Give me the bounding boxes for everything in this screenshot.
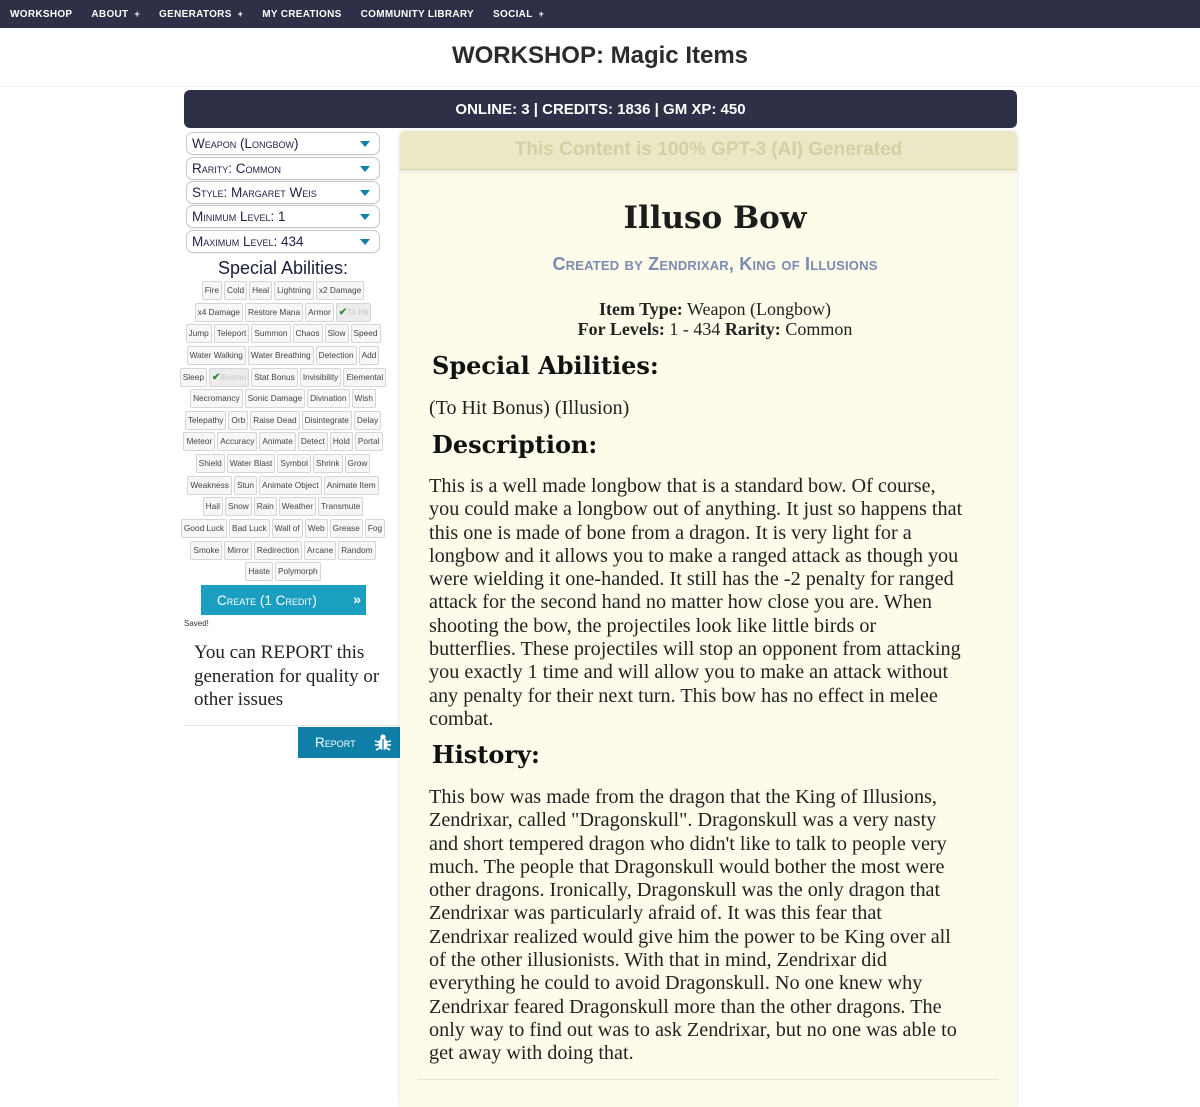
ability-label: Snow xyxy=(227,501,249,512)
ability-toggle[interactable] xyxy=(180,368,207,387)
text-line: get away with doing that. xyxy=(429,1042,634,1065)
ability-label: Delay xyxy=(356,414,379,425)
ability-label: Weakness xyxy=(190,479,229,490)
special-abilities-toggles xyxy=(184,281,382,584)
minimum-level-select[interactable] xyxy=(186,205,380,228)
description-heading: Description: xyxy=(432,430,598,459)
ability-toggle[interactable] xyxy=(227,454,276,473)
ability-toggle[interactable] xyxy=(214,324,250,343)
item-name: Illuso Bow xyxy=(623,200,807,236)
ability-toggle[interactable] xyxy=(234,476,257,495)
ability-toggle[interactable] xyxy=(293,324,323,343)
ability-label: Animate Object xyxy=(262,479,319,490)
caret-down-icon xyxy=(360,214,370,220)
ability-label: Invisibility xyxy=(302,371,339,382)
ability-row xyxy=(184,541,382,560)
style-select[interactable] xyxy=(186,181,380,204)
page-title: WORKSHOP: Magic Items xyxy=(451,42,749,69)
ability-label: Accuracy xyxy=(220,436,255,447)
select-value: Maximum Level: 434 xyxy=(192,234,304,249)
checkmark-icon: ✔ xyxy=(212,371,221,383)
bug-icon xyxy=(374,732,392,755)
special-abilities-text: (To Hit Bonus) (Illusion) xyxy=(429,397,630,419)
ability-label: Fog xyxy=(367,523,383,534)
ability-toggle[interactable] xyxy=(224,281,247,300)
ability-label: Grow xyxy=(347,458,368,469)
ability-label: Arcane xyxy=(306,544,334,555)
ability-label: Speed xyxy=(353,328,378,339)
item-meta xyxy=(400,299,1030,339)
item-type-select[interactable] xyxy=(186,132,380,155)
saved-status: Saved! xyxy=(184,619,209,628)
ability-toggle[interactable] xyxy=(254,541,302,560)
ability-row xyxy=(184,432,382,451)
ability-toggle[interactable] xyxy=(304,541,336,560)
nav-label: MY CREATIONS xyxy=(262,8,342,20)
top-nav xyxy=(0,0,1200,28)
levels-label: For Levels: xyxy=(577,319,665,339)
ability-label: Haste xyxy=(248,566,270,577)
nav-item-my-creations[interactable] xyxy=(262,9,341,20)
rarity-label: Rarity: xyxy=(724,319,781,339)
caret-down-icon xyxy=(360,166,370,172)
ability-toggle[interactable] xyxy=(272,519,303,538)
ability-toggle[interactable] xyxy=(325,324,349,343)
nav-item-generators[interactable] xyxy=(159,9,243,20)
ability-label: Random xyxy=(341,544,373,555)
ability-row xyxy=(184,497,382,516)
special-abilities-heading: Special Abilities: xyxy=(432,351,659,380)
ability-toggle[interactable] xyxy=(224,541,252,560)
ability-label: Divination xyxy=(310,393,347,404)
text-line: only way to find out was to ask Zendrixar, but no one was able to xyxy=(429,1018,957,1041)
ability-toggle[interactable] xyxy=(330,432,353,451)
text-line: any penalty for their next turn. This bow has no effect in melee xyxy=(429,684,938,707)
ability-toggle[interactable] xyxy=(343,368,386,387)
ability-label: Meteor xyxy=(186,436,213,447)
ability-label: Water Blast xyxy=(229,458,273,469)
nav-item-community-library[interactable] xyxy=(361,9,474,20)
ability-label: Stat Bonus xyxy=(254,371,295,382)
ability-row xyxy=(184,562,382,581)
ability-toggle[interactable] xyxy=(187,476,232,495)
text-line: attack for the second hand no matter how close you are. When xyxy=(429,591,933,614)
ability-toggle[interactable] xyxy=(203,497,223,516)
text-line: and short tempered dragon who didn't like to talk to people very xyxy=(429,832,947,855)
ability-toggle[interactable] xyxy=(186,324,212,343)
ability-toggle[interactable] xyxy=(209,368,249,387)
nav-item-social[interactable] xyxy=(493,9,544,20)
ability-label: Shrink xyxy=(315,458,340,469)
ability-toggle[interactable] xyxy=(245,562,273,581)
select-value: Weapon (Longbow) xyxy=(192,136,299,151)
ability-label: Raise Dead xyxy=(253,414,297,425)
ability-label: Telepathy xyxy=(187,414,224,425)
ability-row xyxy=(184,411,382,430)
ability-toggle[interactable] xyxy=(277,454,311,473)
nav-item-about[interactable] xyxy=(91,9,140,20)
ability-toggle[interactable] xyxy=(217,432,257,451)
ability-toggle[interactable] xyxy=(338,541,375,560)
create-button[interactable] xyxy=(201,585,366,615)
divider xyxy=(184,725,400,726)
ability-label: Animate xyxy=(262,436,293,447)
ability-toggle[interactable] xyxy=(365,519,385,538)
ability-toggle[interactable] xyxy=(248,346,314,365)
text-line: much. The people that Dragonskull would bother the most were xyxy=(429,855,945,878)
ability-label: Water Breathing xyxy=(250,349,311,360)
ability-toggle[interactable] xyxy=(196,454,225,473)
ability-label: Illusion xyxy=(220,371,247,382)
ability-label: Orb xyxy=(231,414,246,425)
ability-label: Weather xyxy=(281,501,313,512)
ability-toggle[interactable] xyxy=(298,432,328,451)
text-line: This bow was made from the dragon that the King of Illusions, xyxy=(429,786,937,808)
ability-label: Heal xyxy=(252,285,270,295)
report-hint-line: You can REPORT this xyxy=(194,642,365,663)
ability-toggle[interactable] xyxy=(274,281,314,300)
text-line: This is a well made longbow that is a standard bow. Of course, xyxy=(429,475,936,497)
text-line: Zendrixar was particularly afraid of. It was this fear that xyxy=(429,902,882,925)
ability-row xyxy=(184,389,382,408)
ability-label: Sleep xyxy=(182,371,204,382)
text-line: everything he could to avoid Dragonskull. No one knew why xyxy=(429,972,923,995)
text-line: of the other illusionists. With that in mind, Zendrixar did xyxy=(429,949,888,972)
ability-toggle[interactable] xyxy=(305,303,334,322)
nav-label: GENERATORS xyxy=(159,8,232,20)
text-line: you exactly 1 time and will allow you to make an attack without xyxy=(429,661,949,684)
nav-label: SOCIAL xyxy=(493,8,533,20)
ability-row xyxy=(184,324,382,343)
ability-label: x2 Damage xyxy=(318,285,362,295)
ability-label: Bad Luck xyxy=(232,523,267,534)
ability-toggle[interactable] xyxy=(330,519,363,538)
ability-label: Slow xyxy=(327,328,346,339)
select-value: Minimum Level: 1 xyxy=(192,209,286,224)
ai-generated-banner: This Content is 100% GPT-3 (AI) Generated xyxy=(400,131,1017,170)
history-heading: History: xyxy=(432,740,540,769)
ability-label: Grease xyxy=(332,523,360,534)
levels-value: 1 - 434 xyxy=(669,319,721,339)
select-value: Rarity: Common xyxy=(192,161,281,176)
ability-toggle[interactable] xyxy=(183,432,215,451)
ability-toggle[interactable] xyxy=(228,411,248,430)
rarity-value: Common xyxy=(785,319,853,339)
text-line: other dragons. Ironically, Dragonskull was the only dragon that xyxy=(429,879,941,902)
ability-toggle[interactable] xyxy=(187,346,246,365)
ability-label: Hold xyxy=(332,436,350,447)
ability-label: Web xyxy=(307,523,325,534)
ability-toggle[interactable] xyxy=(190,541,222,560)
ability-toggle[interactable] xyxy=(305,519,328,538)
divider xyxy=(0,86,1200,87)
ability-row xyxy=(184,368,382,387)
ability-label: Wall of xyxy=(274,523,300,534)
select-value: Style: Margaret Weis xyxy=(192,185,317,200)
text-line: butterflies. These projectiles will stop an opponent from attacking xyxy=(429,638,961,661)
ability-toggle[interactable] xyxy=(259,476,322,495)
ability-label: Wish xyxy=(354,393,373,404)
divider xyxy=(418,1079,998,1080)
nav-item-workshop[interactable] xyxy=(10,9,72,20)
description-text xyxy=(429,475,999,731)
double-chevron-right-icon: » xyxy=(353,591,361,607)
ability-toggle[interactable] xyxy=(190,389,243,408)
ability-toggle[interactable] xyxy=(316,281,364,300)
plus-icon: + xyxy=(538,8,545,19)
ability-toggle[interactable] xyxy=(275,562,321,581)
ability-label: Shield xyxy=(198,458,222,469)
ability-label: Summon xyxy=(254,328,288,339)
ability-row xyxy=(184,476,382,495)
ability-label: Armor xyxy=(308,306,331,317)
ability-toggle[interactable] xyxy=(354,411,381,430)
ability-toggle[interactable] xyxy=(355,432,383,451)
text-line: Zendrixar, called "Dragonskull". Dragonskull was a very nasty xyxy=(429,809,937,832)
ability-toggle[interactable] xyxy=(249,281,272,300)
ability-label: To Hit xyxy=(347,306,369,317)
ability-label: Hail xyxy=(205,501,220,512)
rarity-select[interactable] xyxy=(186,157,380,180)
ability-toggle[interactable] xyxy=(324,476,379,495)
ability-label: Teleport xyxy=(216,328,247,339)
ability-toggle[interactable] xyxy=(181,519,227,538)
ability-label: Lightning xyxy=(277,285,311,295)
history-text xyxy=(429,786,999,1066)
ability-row xyxy=(184,281,382,300)
ability-toggle[interactable] xyxy=(185,411,227,430)
ability-toggle[interactable] xyxy=(245,303,303,322)
ability-toggle[interactable] xyxy=(202,281,222,300)
ability-toggle[interactable] xyxy=(313,454,343,473)
text-line: were wielding it one-handed. It still has the -2 penalty for ranged xyxy=(429,568,954,591)
ability-toggle[interactable] xyxy=(359,346,380,365)
text-line: shooting the bow, the projectiles look like little birds or xyxy=(429,614,877,637)
ability-toggle[interactable] xyxy=(318,497,363,516)
ability-label: Stun xyxy=(236,479,255,490)
ability-label: Elemental xyxy=(346,371,384,382)
ability-toggle[interactable] xyxy=(279,497,316,516)
nav-label: ABOUT xyxy=(91,8,129,20)
caret-down-icon xyxy=(360,141,370,147)
ability-toggle[interactable] xyxy=(225,497,252,516)
plus-icon: + xyxy=(237,8,244,19)
report-button[interactable] xyxy=(298,727,400,758)
ability-toggle[interactable] xyxy=(351,324,381,343)
ability-label: Rain xyxy=(256,501,274,512)
ability-toggle[interactable] xyxy=(229,519,270,538)
caret-down-icon xyxy=(360,190,370,196)
ability-toggle[interactable] xyxy=(300,368,342,387)
item-type-value: Weapon (Longbow) xyxy=(687,299,832,319)
levels-rarity-line xyxy=(400,319,1030,339)
item-type-label: Item Type: xyxy=(598,299,683,319)
ability-label: Detect xyxy=(300,436,325,447)
ability-label: Fire xyxy=(204,285,219,295)
ability-toggle[interactable] xyxy=(254,497,277,516)
ability-toggle[interactable] xyxy=(245,389,305,408)
ability-toggle[interactable] xyxy=(251,324,290,343)
maximum-level-select[interactable] xyxy=(186,230,380,253)
ability-toggle[interactable] xyxy=(251,368,298,387)
ability-row xyxy=(184,303,382,322)
ability-label: Disintegrate xyxy=(304,414,349,425)
nav-label: COMMUNITY LIBRARY xyxy=(360,8,475,20)
ability-toggle[interactable] xyxy=(250,411,299,430)
ability-label: Smoke xyxy=(193,544,220,555)
item-creator: Created by Zendrixar, King of Illusions xyxy=(552,254,878,274)
ability-label: Animate Item xyxy=(326,479,376,490)
text-line: longbow and it allows you to make a ranged attack as though you xyxy=(429,544,959,567)
ability-toggle[interactable] xyxy=(336,303,372,322)
text-line: Zendrixar realized would give him the power to be King over all xyxy=(429,925,951,948)
text-line: combat. xyxy=(429,707,494,730)
generated-item-card xyxy=(400,131,1017,1107)
report-hint xyxy=(194,641,404,712)
text-line: this one is made of bone from a dragon. It is very light for a xyxy=(429,521,912,544)
status-bar: ONLINE: 3 | CREDITS: 1836 | GM XP: 450 xyxy=(184,90,1017,128)
ability-toggle[interactable] xyxy=(307,389,349,408)
ability-label: Symbol xyxy=(280,458,308,469)
caret-down-icon xyxy=(360,239,370,245)
ability-toggle[interactable] xyxy=(352,389,376,408)
ability-toggle[interactable] xyxy=(302,411,352,430)
ability-row xyxy=(184,346,382,365)
ability-label: Chaos xyxy=(295,328,320,339)
ability-label: x4 Damage xyxy=(197,306,241,317)
ability-label: Jump xyxy=(188,328,209,339)
create-button-label: Create (1 Credit) xyxy=(217,592,317,608)
ability-label: Sonic Damage xyxy=(247,393,303,404)
ability-row xyxy=(184,454,382,473)
ability-label: Portal xyxy=(357,436,380,447)
ability-toggle[interactable] xyxy=(259,432,295,451)
nav-label: WORKSHOP xyxy=(10,8,73,20)
report-hint-line: other issues xyxy=(194,689,284,710)
item-type-line xyxy=(400,299,1030,319)
plus-icon: + xyxy=(134,8,141,19)
ability-label: Detection xyxy=(318,349,354,360)
special-abilities-title: Special Abilities: xyxy=(217,258,349,278)
ability-label: Transmute xyxy=(321,501,361,512)
ability-toggle[interactable] xyxy=(195,303,243,322)
ability-label: Cold xyxy=(227,285,245,295)
ability-label: Restore Mana xyxy=(248,306,301,317)
ability-label: Redirection xyxy=(256,544,299,555)
report-hint-line: generation for quality or xyxy=(194,665,380,687)
ability-label: Water Walking xyxy=(189,349,243,360)
ability-label: Mirror xyxy=(227,544,249,555)
ability-label: Add xyxy=(361,349,377,360)
report-button-label: Report xyxy=(315,735,356,750)
ability-label: Polymorph xyxy=(278,566,318,577)
ability-toggle[interactable] xyxy=(345,454,371,473)
ability-label: Good Luck xyxy=(183,523,225,534)
checkmark-icon: ✔ xyxy=(338,306,348,318)
text-line: you could make a longbow out of anything. It just so happens that xyxy=(429,498,963,521)
ability-toggle[interactable] xyxy=(316,346,357,365)
ability-row xyxy=(184,519,382,538)
ability-label: Necromancy xyxy=(193,393,240,404)
text-line: Zendrixar feared Dragonskull more than the other dragons. The xyxy=(429,995,942,1018)
